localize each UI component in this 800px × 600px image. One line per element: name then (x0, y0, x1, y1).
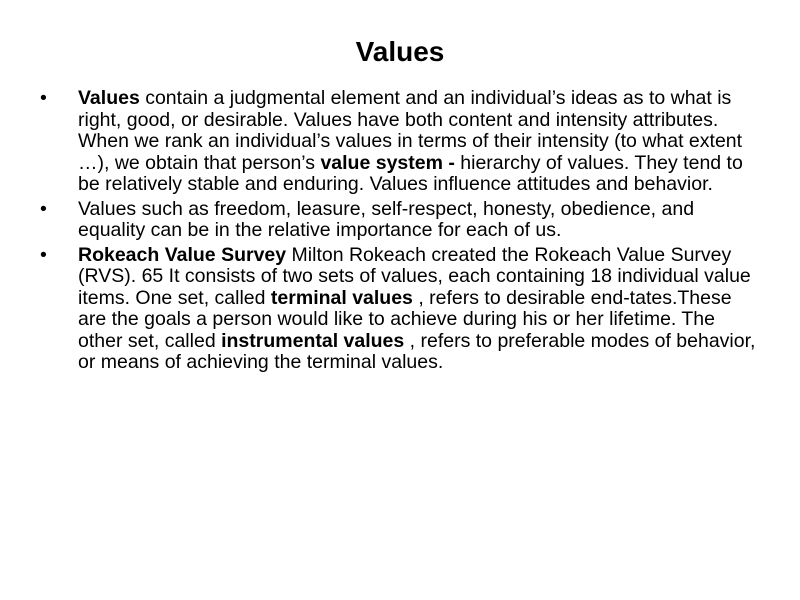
bullet-text (78, 87, 743, 195)
bullet-item (38, 245, 760, 374)
bold-term: Values (78, 87, 140, 109)
bold-term: instrumental values (221, 329, 405, 352)
bullet-text (78, 244, 755, 374)
bullet-list (38, 88, 760, 377)
bold-term: value system - (320, 151, 455, 174)
bullet-dot-icon: • (40, 243, 47, 266)
text-run: , refers to desirable end-tates.These are the goals a person would like to achieve during his or her lifetime. The other set, called (78, 286, 732, 352)
bullet-dot-icon: • (40, 87, 47, 109)
bullet-text (78, 198, 694, 242)
text-run: Values such as freedom, leasure, self-respect, honesty, obedience, and equality can be in the relative importance for each of us. (78, 197, 695, 241)
slide-title: Values (355, 36, 445, 67)
bullet-dot-icon: • (40, 197, 47, 220)
bold-term: terminal values (270, 286, 413, 309)
bold-term: Rokeach Value Survey (78, 243, 287, 266)
text-run: , refers to preferable modes of behavior, or means of achieving the terminal values. (78, 329, 756, 373)
text-run: contain a judgmental element and an individual’s ideas as to what is right, good, or desirable. Values have both content and intensity attributes. When we rank an individual’s values in terms of their intensity (to what extent …), we obtain that person’s (78, 87, 743, 174)
text-run: Milton Rokeach created the Rokeach Value Survey (RVS). 65 It consists of two sets of values, each containing 18 individual value items. One set, called (78, 243, 751, 309)
bullet-item (38, 199, 760, 242)
text-run: hierarchy of values. They tend to be relatively stable and enduring. Values influence attitudes and behavior. (78, 151, 743, 195)
bullet-item (38, 88, 760, 196)
